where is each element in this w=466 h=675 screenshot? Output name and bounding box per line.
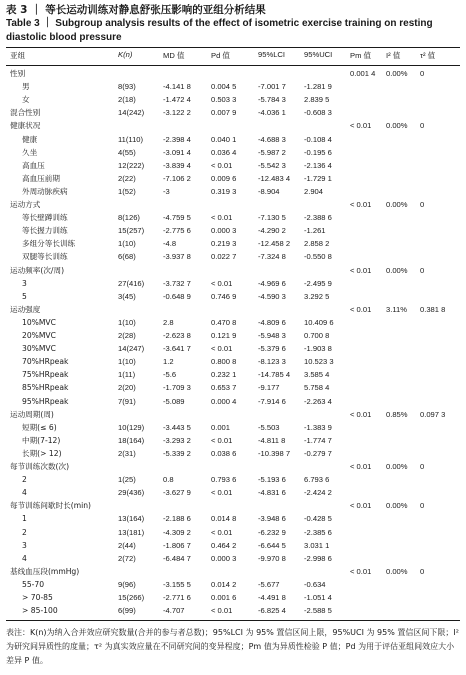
cell-md: -1.709 3 (163, 383, 191, 393)
table-title-en: Table 3 ｜ Subgroup analysis results of the effect of isometric exercise training on resting diastolic blood pressure (6, 18, 433, 43)
cell-lci: -12.458 2 (258, 239, 291, 249)
cell-uci: 10.409 6 (304, 317, 334, 327)
cell-i2: 0.00% (386, 462, 408, 471)
cell-lci: -7.914 6 (258, 396, 286, 406)
cell-i2: 0.00% (386, 200, 408, 209)
cell-lci: -14.785 4 (258, 370, 291, 380)
table-row (6, 94, 460, 106)
subgroup-label: 多组分等长训练 (22, 239, 76, 249)
cell-md: -3.839 4 (163, 160, 191, 170)
cell-uci: -2.424 2 (304, 488, 332, 498)
cell-lci: -5.948 3 (258, 331, 286, 340)
cell-md: -4.309 2 (163, 527, 191, 537)
cell-md: -7.106 2 (163, 173, 191, 183)
cell-lci: -3.948 6 (258, 514, 286, 524)
table-row (6, 330, 460, 342)
cell-k: 2(22) (118, 173, 136, 183)
subgroup-label: 30%MVC (22, 344, 56, 354)
cell-lci: -4.491 8 (258, 593, 286, 602)
cell-pm: < 0.01 (350, 409, 372, 419)
cell-md: -3.091 4 (163, 147, 191, 157)
subgroup-label: 2 (22, 527, 27, 537)
subgroup-label: 健康 (22, 134, 38, 144)
cell-tau2: 0 (420, 121, 425, 131)
table-row (6, 579, 460, 591)
cell-k: 1(11) (118, 370, 136, 380)
cell-pd: 0.001 6 (211, 593, 237, 602)
group-label: 混合性别 (10, 108, 41, 118)
table-group-row (6, 461, 460, 473)
cell-i2: 0.85% (386, 409, 408, 419)
cell-lci: -4.831 6 (258, 488, 286, 498)
cell-pd: < 0.01 (211, 435, 233, 445)
cell-lci: -7.001 7 (258, 82, 286, 92)
subgroup-label: 95%HRpeak (22, 396, 69, 406)
table-row (6, 487, 460, 499)
table-group-row (6, 199, 460, 211)
cell-tau2: 0.381 8 (420, 304, 446, 314)
cell-md: -3.937 8 (163, 252, 191, 262)
cell-lci: -10.398 7 (258, 448, 291, 458)
cell-pd: 0.000 3 (211, 226, 237, 236)
cell-k: 15(257) (118, 226, 145, 236)
cell-k: 11(110) (118, 134, 144, 144)
cell-lci: -5.987 2 (258, 147, 286, 157)
table-row (6, 291, 460, 303)
cell-pd: 0.000 4 (211, 396, 237, 406)
cell-k: 1(52) (118, 186, 136, 196)
cell-lci: -4.036 1 (258, 108, 286, 118)
cell-md: -3.155 5 (163, 579, 191, 589)
cell-tau2: 0 (420, 566, 425, 576)
cell-pd: < 0.01 (211, 160, 233, 170)
cell-md: -3.293 2 (163, 435, 191, 445)
table-row (6, 317, 460, 329)
cell-i2: 0.00% (386, 69, 408, 78)
subgroup-label: 长期(> 12) (22, 448, 62, 458)
table-title-cn: 表 3 ｜ 等长运动训练对静息舒张压影响的亚组分析结果 (6, 4, 266, 16)
cell-k: 6(99) (118, 606, 136, 616)
cell-uci: -2.588 5 (304, 606, 332, 616)
table-row (6, 435, 460, 447)
cell-md: -5.6 (163, 370, 177, 380)
col-header-i2: I² 值 (386, 51, 401, 60)
cell-pm: < 0.01 (350, 304, 372, 314)
table-group-row (6, 120, 460, 132)
cell-k: 7(91) (118, 396, 136, 406)
cell-k: 2(44) (118, 540, 136, 550)
cell-md: -3.627 9 (163, 488, 191, 498)
cell-k: 13(181) (118, 527, 145, 537)
subgroup-label: 久坐 (22, 147, 38, 157)
cell-lci: -12.483 4 (258, 173, 291, 183)
cell-uci: -1.261 (304, 226, 326, 236)
cell-lci: -9.177 (258, 383, 280, 393)
cell-i2: 3.11% (386, 304, 407, 314)
cell-pd: 0.014 8 (211, 514, 237, 524)
group-label: 基线血压段(mmHg) (10, 566, 80, 576)
cell-lci: -4.590 3 (258, 291, 286, 301)
header-rule (6, 65, 460, 66)
subgroup-label: 外周动脉疾病 (22, 186, 68, 196)
cell-pd: < 0.01 (211, 213, 233, 223)
cell-pm: < 0.01 (350, 200, 372, 209)
cell-k: 2(20) (118, 383, 136, 393)
table-group-row (6, 265, 460, 277)
col-header-md: MD 值 (163, 51, 185, 60)
subgroup-label: 55-70 (22, 579, 45, 589)
cell-uci: -0.608 3 (304, 108, 332, 118)
group-label: 运动方式 (10, 200, 41, 209)
table-row (6, 212, 460, 224)
cell-k: 14(242) (118, 108, 145, 118)
cell-lci: -4.811 8 (258, 435, 286, 445)
cell-k: 13(164) (118, 514, 145, 524)
cell-tau2: 0 (420, 462, 425, 471)
cell-uci: -1.281 9 (304, 82, 332, 92)
cell-lci: -5.542 3 (258, 160, 286, 170)
cell-k: 18(164) (118, 435, 145, 445)
cell-uci: -0.195 6 (304, 147, 332, 157)
cell-k: 29(436) (118, 488, 145, 498)
cell-lci: -5.503 (258, 422, 280, 432)
subgroup-label: 5 (22, 291, 27, 301)
group-label: 运动周期(周) (10, 409, 54, 419)
subgroup-label: 双腿等长训练 (22, 252, 68, 262)
cell-pd: 0.022 7 (211, 252, 237, 262)
cell-uci: -2.136 4 (304, 160, 332, 170)
col-header-pd: Pd 值 (211, 51, 230, 60)
cell-uci: 3.031 1 (304, 540, 330, 550)
cell-tau2: 0 (420, 200, 425, 209)
cell-uci: -0.279 7 (304, 448, 332, 458)
table-row (6, 448, 460, 460)
subgroup-label: 10%MVC (22, 317, 56, 327)
cell-md: -5.089 (163, 396, 185, 406)
cell-md: -0.648 9 (163, 291, 191, 301)
cell-uci: -1.051 4 (304, 593, 332, 602)
cell-tau2: 0 (420, 501, 425, 511)
cell-lci: -8.123 3 (258, 357, 286, 367)
cell-pd: 0.004 5 (211, 82, 237, 92)
cell-lci: -4.809 6 (258, 317, 286, 327)
cell-k: 1(10) (118, 357, 136, 367)
subgroup-label: 短期(≤ 6) (22, 422, 57, 432)
subgroup-label: 20%MVC (22, 331, 56, 340)
group-label: 每节训练次数(次) (10, 462, 70, 471)
cell-k: 14(247) (118, 344, 145, 354)
cell-uci: 2.839 5 (304, 95, 330, 105)
cell-lci: -6.825 4 (258, 606, 286, 616)
cell-pm: < 0.01 (350, 501, 372, 511)
cell-pd: < 0.01 (211, 527, 233, 537)
table-row (6, 147, 460, 159)
table-group-row (6, 304, 460, 316)
table-row (6, 382, 460, 394)
cell-k: 15(266) (118, 593, 145, 602)
cell-uci: 10.523 3 (304, 357, 334, 367)
cell-uci: 2.858 2 (304, 239, 330, 249)
cell-pd: 0.653 7 (211, 383, 237, 393)
table-row (6, 173, 460, 185)
cell-lci: -7.130 5 (258, 213, 286, 223)
subgroup-label: 1 (22, 514, 27, 524)
cell-md: -2.188 6 (163, 514, 191, 524)
group-label: 运动频率(次/周) (10, 265, 65, 275)
cell-uci: 0.700 8 (304, 331, 330, 340)
cell-md: -3.732 7 (163, 278, 191, 288)
table-row (6, 81, 460, 93)
cell-pd: 0.470 8 (211, 317, 237, 327)
subgroup-label: > 70-85 (22, 593, 53, 602)
cell-k: 8(93) (118, 82, 136, 92)
cell-k: 2(31) (118, 448, 136, 458)
subgroup-label: > 85-100 (22, 606, 58, 616)
subgroup-label: 85%HRpeak (22, 383, 69, 393)
cell-lci: -5.677 (258, 579, 280, 589)
table-row (6, 527, 460, 539)
subgroup-label: 70%HRpeak (22, 357, 69, 367)
cell-lci: -7.324 8 (258, 252, 286, 262)
cell-k: 8(126) (118, 213, 140, 223)
cell-lci: -5.379 6 (258, 344, 286, 354)
subgroup-label: 高血压前期 (22, 173, 60, 183)
cell-k: 9(96) (118, 579, 136, 589)
table-row (6, 474, 460, 486)
subgroup-label: 75%HRpeak (22, 370, 69, 380)
cell-i2: 0.00% (386, 265, 408, 275)
table-row (6, 225, 460, 237)
cell-lci: -8.904 (258, 186, 280, 196)
cell-uci: 3.292 5 (304, 291, 330, 301)
table-row (6, 369, 460, 381)
cell-pd: 0.040 1 (211, 134, 237, 144)
cell-md: -3.122 2 (163, 108, 191, 118)
col-header-lci: 95%LCI (258, 50, 286, 59)
cell-pd: 0.009 6 (211, 173, 237, 183)
col-header-pm: Pm 值 (350, 51, 372, 60)
cell-pd: < 0.01 (211, 606, 233, 616)
table-row (6, 160, 460, 172)
cell-md: -3 (163, 186, 170, 196)
subgroup-label: 4 (22, 488, 27, 498)
cell-k: 10(129) (118, 422, 145, 432)
cell-md: -3.443 5 (163, 422, 191, 432)
cell-uci: 6.793 6 (304, 475, 330, 485)
cell-k: 1(10) (118, 317, 136, 327)
group-label: 运动强度 (10, 304, 41, 314)
group-label: 每节训练间歇时长(min) (10, 501, 91, 511)
cell-md: -2.775 6 (163, 226, 191, 236)
table-group-row (6, 500, 460, 512)
table-row (6, 396, 460, 408)
cell-pm: < 0.01 (350, 462, 372, 471)
cell-lci: -4.290 2 (258, 226, 286, 236)
cell-pm: < 0.01 (350, 121, 372, 131)
cell-uci: -1.774 7 (304, 435, 332, 445)
cell-pd: 0.121 9 (211, 331, 237, 340)
subgroup-label: 等长壁蹲训练 (22, 213, 68, 223)
subgroup-label: 3 (22, 540, 27, 550)
cell-tau2: 0 (420, 69, 425, 78)
table-row (6, 513, 460, 525)
cell-md: -4.141 8 (163, 82, 191, 92)
subgroup-label: 4 (22, 553, 27, 563)
cell-uci: -2.263 4 (304, 396, 332, 406)
cell-uci: -0.550 8 (304, 252, 332, 262)
cell-uci: 5.758 4 (304, 383, 330, 393)
table-row (6, 540, 460, 552)
cell-uci: -1.729 1 (304, 173, 332, 183)
subgroup-label: 3 (22, 278, 27, 288)
table-group-row (6, 107, 460, 119)
cell-md: -2.623 8 (163, 331, 191, 340)
cell-k: 2(28) (118, 331, 136, 340)
cell-pd: 0.000 3 (211, 553, 237, 563)
cell-uci: -0.634 (304, 579, 326, 589)
cell-i2: 0.00% (386, 121, 408, 131)
cell-pd: < 0.01 (211, 278, 233, 288)
table-row (6, 605, 460, 617)
table-group-row (6, 409, 460, 421)
cell-md: -4.759 5 (163, 213, 191, 223)
cell-pm: 0.001 4 (350, 69, 376, 78)
cell-k: 3(45) (118, 291, 136, 301)
bottom-rule (6, 620, 460, 621)
cell-k: 27(416) (118, 278, 145, 288)
cell-uci: -1.383 9 (304, 422, 332, 432)
cell-pd: 0.007 9 (211, 108, 237, 118)
cell-lci: -9.970 8 (258, 553, 286, 563)
cell-k: 1(25) (118, 475, 136, 485)
cell-i2: 0.00% (386, 501, 408, 511)
table-row (6, 356, 460, 368)
subgroup-label: 等长握力训练 (22, 226, 68, 236)
group-label: 健康状况 (10, 121, 41, 131)
table-group-row (6, 566, 460, 578)
cell-uci: -2.495 9 (304, 278, 332, 288)
cell-k: 6(68) (118, 252, 136, 262)
cell-k: 4(55) (118, 147, 136, 157)
cell-pd: 0.036 4 (211, 147, 237, 157)
cell-pd: 0.014 2 (211, 579, 237, 589)
top-rule (6, 47, 460, 48)
cell-md: 0.8 (163, 475, 174, 485)
cell-uci: -0.108 4 (304, 134, 332, 144)
cell-k: 2(72) (118, 553, 136, 563)
cell-pd: 0.038 6 (211, 448, 237, 458)
cell-pm: < 0.01 (350, 265, 372, 275)
cell-lci: -5.193 6 (258, 475, 286, 485)
col-header-k-n: K(n) (118, 50, 133, 59)
cell-uci: -2.998 6 (304, 553, 332, 563)
cell-md: -5.339 2 (163, 448, 191, 458)
cell-lci: -6.232 9 (258, 527, 286, 537)
cell-md: -2.771 6 (163, 593, 191, 602)
group-label: 性别 (10, 69, 26, 78)
cell-pd: 0.746 9 (211, 291, 237, 301)
cell-pd: 0.793 6 (211, 475, 237, 485)
table-row (6, 592, 460, 604)
subgroup-label: 2 (22, 475, 27, 485)
cell-md: -4.707 (163, 606, 185, 616)
subgroup-label: 高血压 (22, 160, 45, 170)
cell-md: -4.8 (163, 239, 177, 249)
table-row (6, 238, 460, 250)
table-row (6, 343, 460, 355)
subgroup-label: 女 (22, 95, 30, 105)
cell-md: -1.472 4 (163, 95, 191, 105)
cell-k: 1(10) (118, 239, 136, 249)
cell-pd: 0.232 1 (211, 370, 237, 380)
table-row (6, 186, 460, 198)
cell-pm: < 0.01 (350, 566, 372, 576)
cell-md: -6.484 7 (163, 553, 191, 563)
cell-pd: < 0.01 (211, 344, 233, 354)
cell-md: 2.8 (163, 317, 174, 327)
cell-uci: -2.388 6 (304, 213, 332, 223)
cell-pd: 0.319 3 (211, 186, 237, 196)
cell-lci: -5.784 3 (258, 95, 286, 105)
cell-uci: 3.585 4 (304, 370, 330, 380)
cell-tau2: 0.097 3 (420, 409, 446, 419)
cell-pd: < 0.01 (211, 488, 233, 498)
cell-uci: 2.904 (304, 186, 324, 196)
table-row (6, 553, 460, 565)
cell-lci: -6.644 5 (258, 540, 286, 550)
cell-tau2: 0 (420, 265, 425, 275)
cell-pd: 0.001 (211, 422, 231, 432)
cell-lci: -4.688 3 (258, 134, 286, 144)
table-row (6, 134, 460, 146)
table-row (6, 278, 460, 290)
table-group-row (6, 68, 460, 80)
table-row (6, 422, 460, 434)
cell-lci: -4.969 6 (258, 278, 286, 288)
col-header-subgroup: 亚组 (10, 51, 26, 60)
cell-k: 12(222) (118, 160, 145, 170)
cell-pd: 0.464 2 (211, 540, 237, 550)
cell-pd: 0.800 8 (211, 357, 237, 367)
subgroup-label: 男 (22, 82, 30, 92)
cell-pd: 0.503 3 (211, 95, 237, 105)
cell-uci: -1.903 8 (304, 344, 332, 354)
col-header-tau2: τ² 值 (420, 51, 436, 60)
cell-uci: -2.385 6 (304, 527, 332, 537)
cell-md: 1.2 (163, 357, 174, 367)
cell-pd: 0.219 3 (211, 239, 237, 249)
cell-md: -1.806 7 (163, 540, 191, 550)
table-note: 表注：K(n)为纳入合并效应研究数量(合并的参与者总数)；95%LCI 为 95% 置信区间上限，95%UCI 为 95% 置信区间下限；I² 为研究间异质性的度量；τ² 为真实效应量在不同研究间的变异程度；Pm 值为异质性检验 P 值；Pd 为用于评估亚组间效应大小差异 P 值。 (6, 628, 459, 665)
cell-md: -2.398 4 (163, 134, 191, 144)
cell-uci: -0.428 5 (304, 514, 332, 524)
subgroup-label: 中期(7-12) (22, 435, 61, 445)
cell-md: -3.641 7 (163, 344, 191, 354)
cell-i2: 0.00% (386, 566, 408, 576)
table-row (6, 251, 460, 263)
col-header-uci: 95%UCI (304, 50, 333, 59)
cell-k: 2(18) (118, 95, 136, 105)
